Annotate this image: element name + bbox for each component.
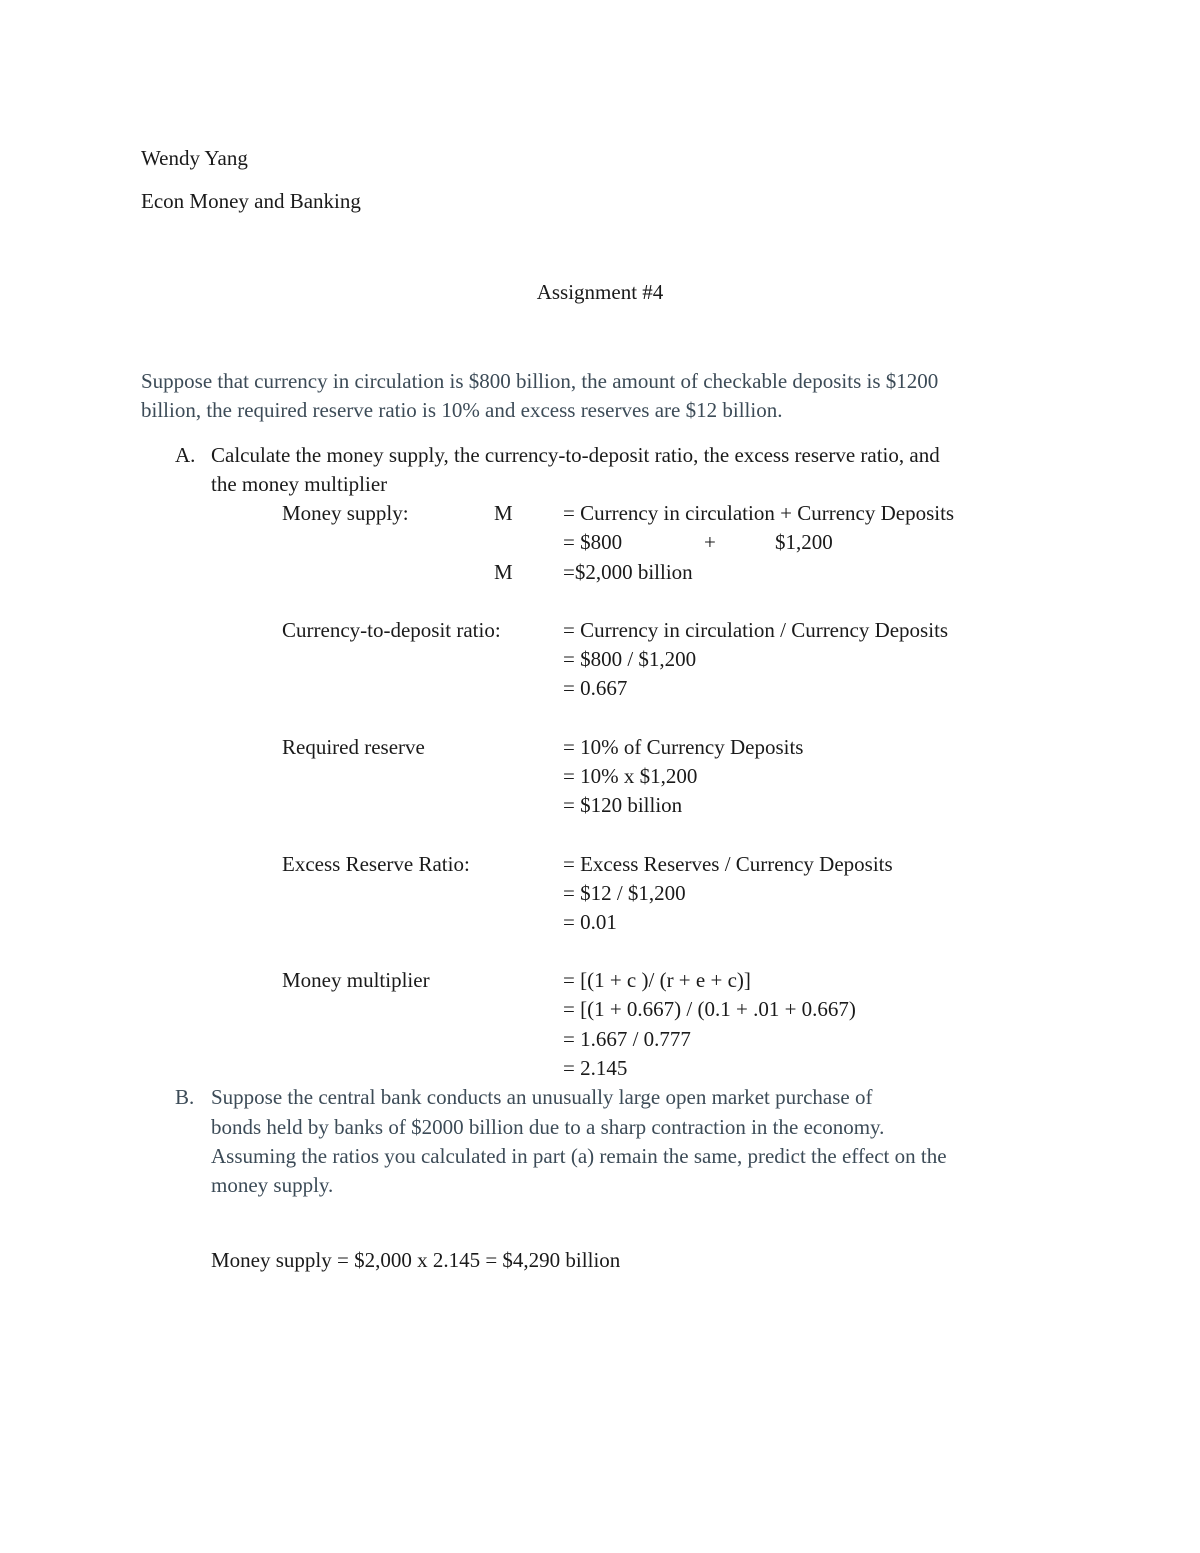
money-supply-result: =$2,000 billion [563,560,693,584]
currency-deposit-ratio-eq-2: = $800 / $1,200 [563,647,697,671]
money-supply-eq-2b: + [704,530,716,554]
part-a-question-line-1: Calculate the money supply, the currency-to-deposit ratio, the excess reserve ratio, and [211,443,940,467]
part-b-question-line-4: money supply. [211,1173,334,1197]
excess-reserve-ratio-eq-2: = $12 / $1,200 [563,881,686,905]
problem-line-2: billion, the required reserve ratio is 10% and excess reserves are $12 billion. [141,398,783,422]
money-multiplier-eq-2: = [(1 + 0.667) / (0.1 + .01 + 0.667) [563,997,856,1021]
money-supply-symbol-2: M [494,560,513,584]
money-supply-symbol: M [494,501,513,525]
part-a-marker: A. [175,443,196,467]
required-reserve-eq-2: = 10% x $1,200 [563,764,698,788]
required-reserve-label: Required reserve [282,735,425,759]
part-b-marker: B. [175,1085,195,1109]
required-reserve-result: = $120 billion [563,793,683,817]
money-multiplier-eq-3: = 1.667 / 0.777 [563,1027,691,1051]
excess-reserve-ratio-label: Excess Reserve Ratio: [282,852,470,876]
part-b-question-line-3: Assuming the ratios you calculated in part (a) remain the same, predict the effect on the [211,1144,947,1168]
part-a-question-line-2: the money multiplier [211,472,388,496]
course-name: Econ Money and Banking [141,189,361,213]
required-reserve-eq-1: = 10% of Currency Deposits [563,735,804,759]
author-name: Wendy Yang [141,146,248,170]
currency-deposit-ratio-eq-1: = Currency in circulation / Currency Deposits [563,618,949,642]
part-b-question-line-1: Suppose the central bank conducts an unusually large open market purchase of [211,1085,873,1109]
currency-deposit-ratio-result: = 0.667 [563,676,628,700]
assignment-title: Assignment #4 [536,280,664,304]
money-supply-eq-2a: = $800 [563,530,623,554]
excess-reserve-ratio-eq-1: = Excess Reserves / Currency Deposits [563,852,893,876]
part-b-answer: Money supply = $2,000 x 2.145 = $4,290 billion [211,1248,621,1272]
currency-deposit-ratio-label: Currency-to-deposit ratio: [282,618,501,642]
part-b-question-line-2: bonds held by banks of $2000 billion due to a sharp contraction in the economy. [211,1115,885,1139]
money-supply-label: Money supply: [282,501,409,525]
money-multiplier-label: Money multiplier [282,968,430,992]
money-supply-eq-1: = Currency in circulation + Currency Deposits [563,501,955,525]
excess-reserve-ratio-result: = 0.01 [563,910,617,934]
money-supply-eq-2c: $1,200 [775,530,833,554]
money-multiplier-eq-1: = [(1 + c )/ (r + e + c)] [563,968,751,992]
problem-line-1: Suppose that currency in circulation is $800 billion, the amount of checkable deposits is $1200 [141,369,939,393]
money-multiplier-result: = 2.145 [563,1056,628,1080]
